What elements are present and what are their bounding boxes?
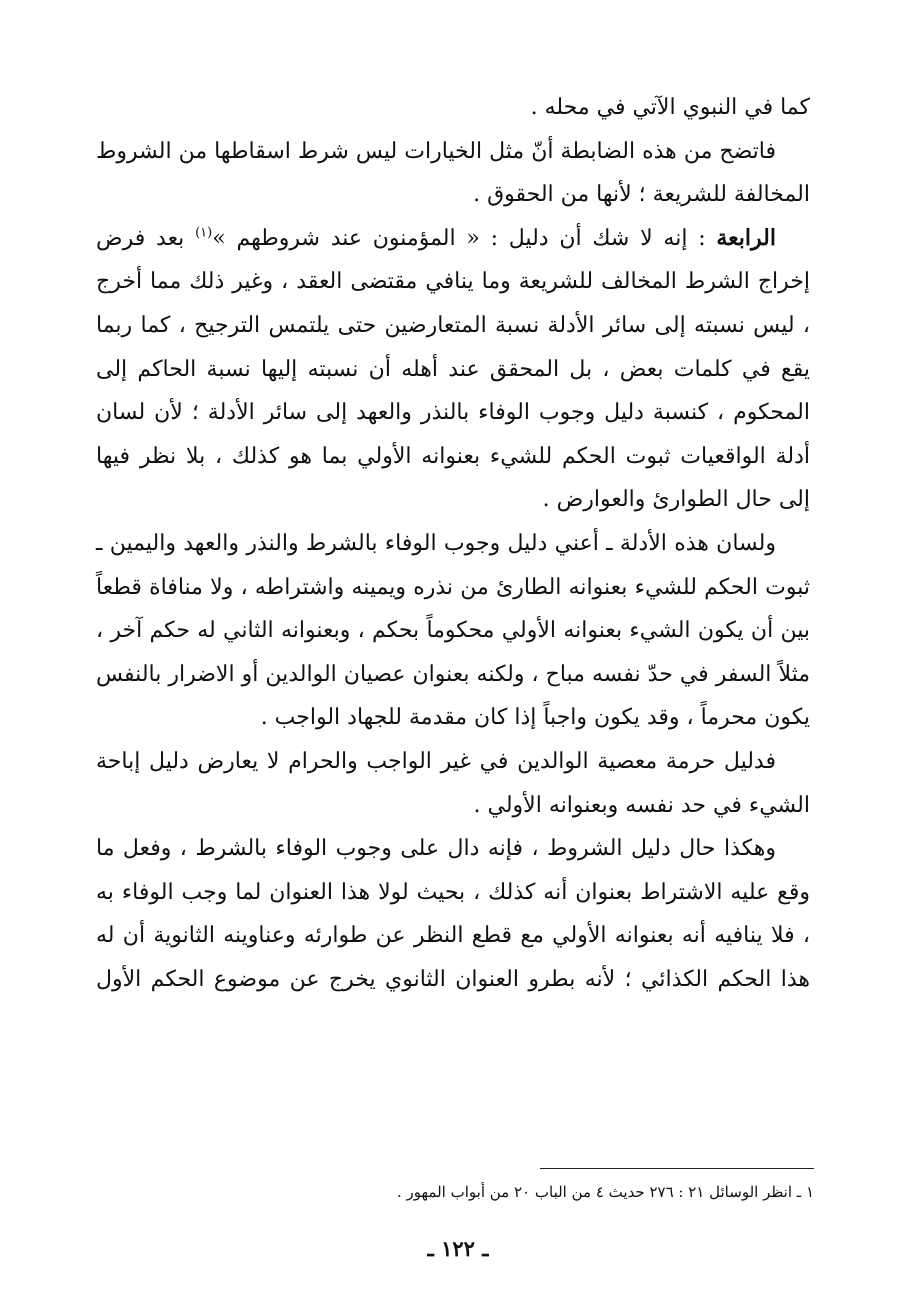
paragraph-2-text-b: بعد فرض إخراج الشرط المخالف للشريعة وما ينافي مقتضى العقد ، وغير ذلك مما أخرج ، ليس نسبته إلى سائر الأدلة نسبة المتعارضين حتى يلتمس الترجيح ، كما ربما يقع في كلمات بعض ، بل المحقق عند أهله أن نسبته إليها نسبة الحاكم إلى المحكوم ، كنسبة دليل وجوب الوفاء بالنذر والعهد إلى سائر الأدلة ؛ لأن لسان أدلة الواقعيات ثبوت الحكم للشيء بعنوانه الأولي بما هو كذلك ، بلا نظر فيها إلى حال الطوارئ والعوارض . [96, 225, 810, 513]
paragraph-0: كما في النبوي الآتي في محله . [530, 95, 810, 120]
footnote-marker: (١) [195, 225, 213, 241]
footnote-divider [540, 1168, 814, 1169]
paragraph-1: فاتضح من هذه الضابطة أنّ مثل الخيارات ليس شرط اسقاطها من الشروط المخالفة للشريعة ؛ لأنها من الحقوق . [96, 138, 810, 208]
paragraph-3: ولسان هذه الأدلة ـ أعني دليل وجوب الوفاء بالشرط والنذر والعهد واليمين ـ ثبوت الحكم للشيء بعنوانه الطارئ من نذره ويمينه واشتراطه ، ولا منافاة قطعاً بين أن يكون الشيء بعنوانه الأولي محكوماً بحكم ، وبعنوانه الثاني له حكم آخر ، مثلاً السفر في حدّ نفسه مباح ، ولكنه بعنوان عصيان الوالدين أو الاضرار بالنفس يكون محرماً ، وقد يكون واجباً إذا كان مقدمة للجهاد الواجب . [96, 530, 810, 731]
page-number: ـ ١٢٢ ـ [427, 1236, 489, 1261]
paragraph-5: وهكذا حال دليل الشروط ، فإنه دال على وجوب الوفاء بالشرط ، وفعل ما وقع عليه الاشتراط بعنوان أنه كذلك ، بحيث لولا هذا العنوان لما وجب الوفاء به ، فلا ينافيه أنه بعنوانه الأولي مع قطع النظر عن طوارئه وعناوينه الثانوية أن له هذا الحكم الكذائي ؛ لأنه بطرو العنوان الثانوي يخرج عن موضوع الحكم الأول [96, 836, 810, 992]
page-body [96, 86, 810, 1001]
footnote: ١ ـ انظر الوسائل ٢١ : ٢٧٦ حديث ٤ من الباب ٢٠ من أبواب المهور . [396, 1183, 814, 1201]
paragraph-2-lead: الرابعة [716, 224, 776, 251]
paragraph-2-text-a: : إنه لا شك أن دليل : « المؤمنون عند شروطهم » [212, 225, 717, 251]
paragraph-2 [96, 217, 810, 522]
paragraph-4: فدليل حرمة معصية الوالدين في غير الواجب والحرام لا يعارض دليل إباحة الشيء في حد نفسه وبعنوانه الأولي . [96, 748, 810, 818]
